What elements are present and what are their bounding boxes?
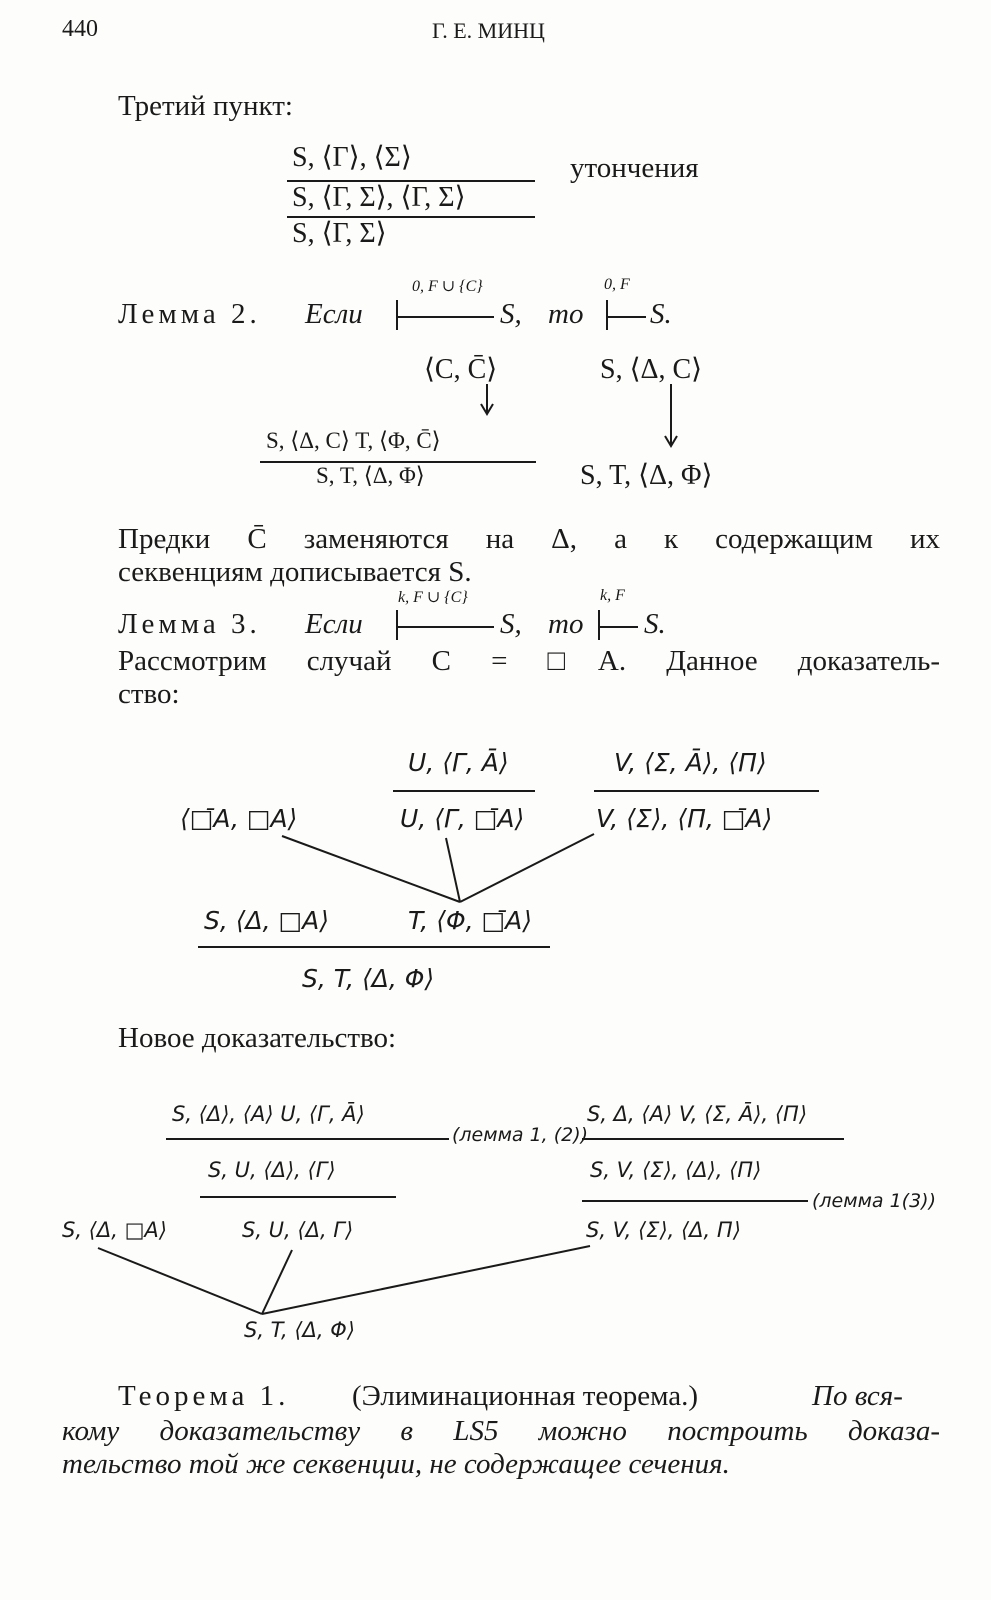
proof1-line-axiom <box>282 836 460 902</box>
proof1-line-u <box>446 838 460 902</box>
proof2-line-c <box>262 1246 590 1314</box>
page-number: 440 <box>62 16 98 42</box>
lemma2-result: S, T, ⟨Δ, Φ⟩ <box>580 460 713 491</box>
proof1-line-v <box>460 834 594 902</box>
proof2-right-den: S, V, ⟨Σ⟩, ⟨Δ⟩, ⟨Π⟩ <box>590 1158 762 1182</box>
lemma3-then: то <box>548 608 584 640</box>
proof1-v-bottom: V, ⟨Σ⟩, ⟨Π, □̄A⟩ <box>596 804 773 833</box>
proof1-right: T, ⟨Φ, □̄A⟩ <box>408 906 532 935</box>
lemma2-frac-den: S, T, ⟨Δ, Φ⟩ <box>316 463 425 488</box>
para-ancestors-line2: секвенциям дописывается S. <box>118 556 472 588</box>
refinement-line2: S, ⟨Γ, Σ⟩, ⟨Γ, Σ⟩ <box>292 182 466 213</box>
para-case-line1: Рассмотрим случай C = □A. Данное доказатель- <box>118 645 940 677</box>
lemma2-frac-num: S, ⟨Δ, C⟩ T, ⟨Φ, C̄⟩ <box>266 428 441 453</box>
running-head: Г. Е. МИНЦ <box>432 18 545 43</box>
proof2-bottom-b: S, U, ⟨Δ, Γ⟩ <box>242 1218 354 1242</box>
proof2-left-num: S, ⟨Δ⟩, ⟨A⟩ U, ⟨Γ, Ā⟩ <box>172 1102 365 1126</box>
lemma2-if: Если <box>305 298 363 330</box>
lemma2-top-right: S, ⟨Δ, C⟩ <box>600 354 703 385</box>
proof1-result: S, T, ⟨Δ, Φ⟩ <box>302 964 435 993</box>
proof2-right-num: S, Δ, ⟨A⟩ V, ⟨Σ, Ā⟩, ⟨Π⟩ <box>587 1102 808 1126</box>
proof1-v-top: V, ⟨Σ, Ā⟩, ⟨Π⟩ <box>614 748 767 777</box>
refinement-line1: S, ⟨Γ⟩, ⟨Σ⟩ <box>292 142 412 173</box>
lemma2-sup1: 0, F ∪ {C} <box>412 278 483 295</box>
proof2-note2: (лемма 1(3)) <box>812 1190 937 1212</box>
proof1-axiom: ⟨□̄A, □A⟩ <box>180 804 298 833</box>
lemma3-sup2: k, F <box>600 587 625 604</box>
lemma2-top-left: ⟨C, C̄⟩ <box>424 354 498 385</box>
new-proof-label: Новое доказательство: <box>118 1022 397 1054</box>
third-point-label: Третий пункт: <box>118 90 293 122</box>
refinement-line3: S, ⟨Γ, Σ⟩ <box>292 218 387 249</box>
theorem-line2: кому доказательству в LS5 можно построить доказа- <box>62 1415 940 1447</box>
lemma3-sup1: k, F ∪ {C} <box>398 589 468 606</box>
lemma3-if: Если <box>305 608 363 640</box>
proof2-result: S, T, ⟨Δ, Φ⟩ <box>244 1318 355 1342</box>
lemma2-then: то <box>548 298 584 330</box>
lemma3-s2: S. <box>644 608 666 640</box>
proof2-note1: (лемма 1, (2)) <box>452 1124 589 1146</box>
theorem-line3: тельство той же секвенции, не содержащее сечения. <box>62 1448 730 1480</box>
proof2-line-b <box>262 1250 292 1314</box>
proof2-line-a <box>98 1248 262 1314</box>
lemma3-label: Лемма 3. <box>118 608 261 640</box>
theorem-line1-rest: По вся- <box>812 1380 903 1412</box>
para-ancestors-line1: Предки C̄ заменяются на Δ, а к содержащим их <box>118 523 940 555</box>
refinement-rule-name: утончения <box>570 152 699 184</box>
lemma2-s1: S, <box>500 298 522 330</box>
lemma3-s1: S, <box>500 608 522 640</box>
proof1-left: S, ⟨Δ, □A⟩ <box>204 906 329 935</box>
proof2-right-final: S, V, ⟨Σ⟩, ⟨Δ, Π⟩ <box>586 1218 741 1242</box>
lemma2-sup2: 0, F <box>604 276 630 293</box>
proof1-u-bottom: U, ⟨Γ, □̄A⟩ <box>400 804 525 833</box>
para-case-line2: ство: <box>118 678 180 710</box>
lemma2-s2: S. <box>650 298 672 330</box>
lemma2-label: Лемма 2. <box>118 298 261 330</box>
theorem-label: Теорема 1. <box>118 1380 290 1412</box>
proof2-bottom-a: S, ⟨Δ, □A⟩ <box>62 1218 167 1242</box>
proof2-left-den: S, U, ⟨Δ⟩, ⟨Γ⟩ <box>208 1158 336 1182</box>
theorem-title: (Элиминационная теорема.) <box>352 1380 699 1412</box>
proof1-u-top: U, ⟨Γ, Ā⟩ <box>408 748 509 777</box>
